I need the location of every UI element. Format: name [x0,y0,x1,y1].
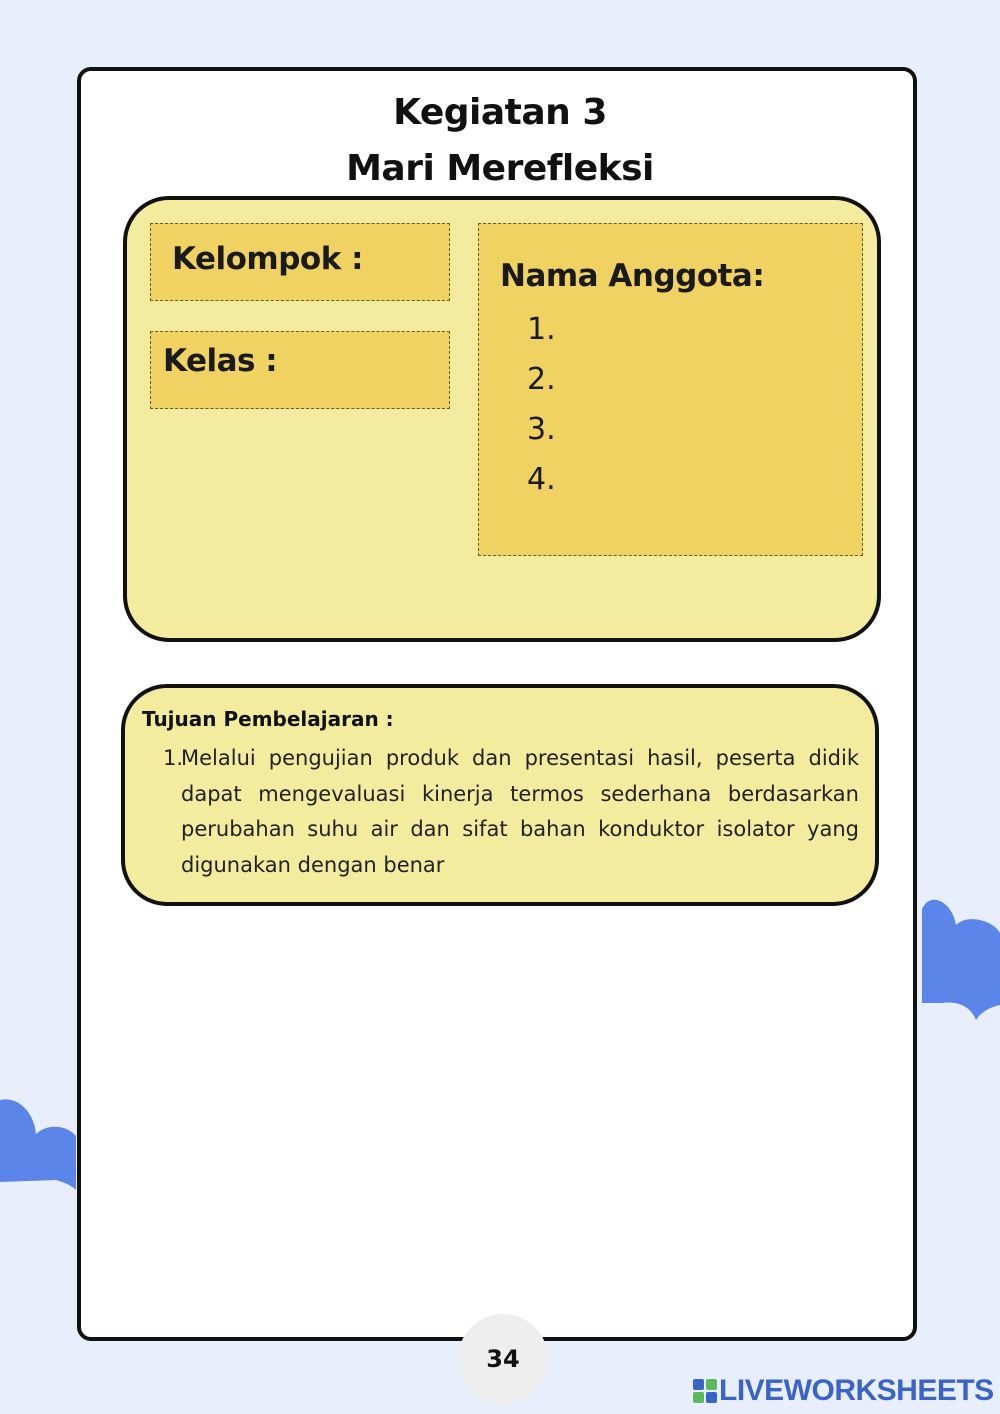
member-item-1[interactable]: 1. [527,312,556,347]
page-number: 34 [486,1345,520,1373]
member-list [527,310,556,510]
cloud-decoration-left [0,1090,82,1200]
learning-goals-title: Tujuan Pembelajaran : [142,707,394,731]
learning-goal-number: 1. [163,746,184,770]
learning-goal-text: Melalui pengujian produk dan presentasi hasil, peserta didik dapat mengevaluasi kinerja termos sederhana berdasarkan perubahan suhu air dan sifat bahan konduktor isolator yang digunakan dengan benar [181,746,859,877]
liveworksheets-watermark [693,1374,994,1408]
nama-anggota-field[interactable] [478,223,863,556]
member-item-2[interactable]: 2. [527,362,556,397]
activity-title: Kegiatan 3 [393,92,607,133]
kelompok-field[interactable] [150,223,450,301]
kelompok-label: Kelompok : [172,241,364,277]
liveworksheets-logo-icon [693,1379,717,1403]
kelas-field[interactable] [150,331,450,409]
member-item-4[interactable]: 4. [527,462,556,497]
member-item-3[interactable]: 3. [527,412,556,447]
nama-anggota-label: Nama Anggota: [500,258,765,294]
activity-subtitle: Mari Merefleksi [346,148,654,189]
liveworksheets-text: LIVEWORKSHEETS [719,1374,994,1407]
kelas-label: Kelas : [163,343,278,379]
